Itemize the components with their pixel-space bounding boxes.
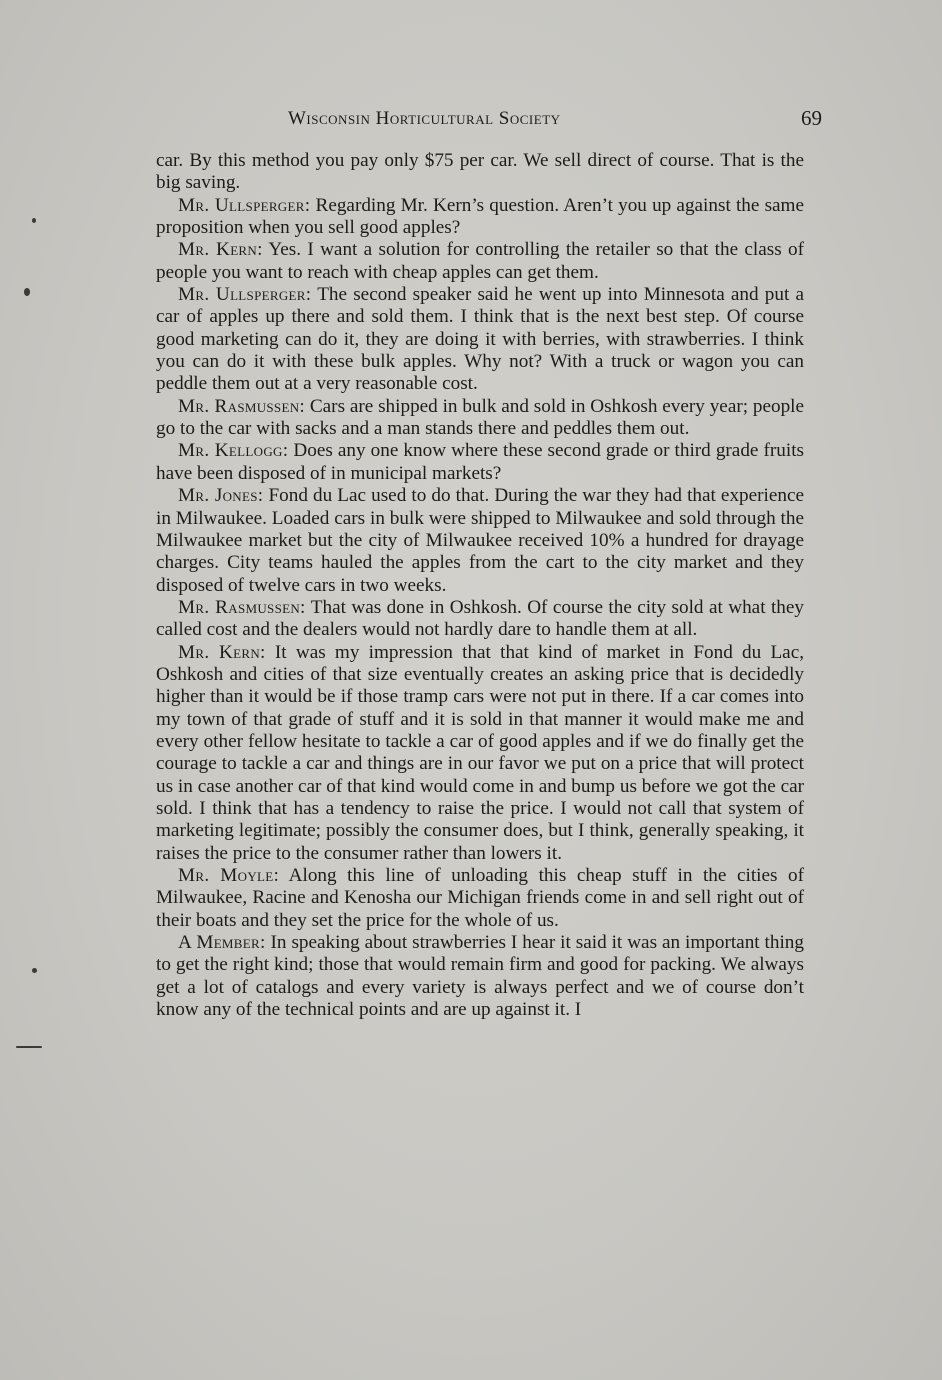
speaker-name: Mr. Kellogg: <box>178 440 289 462</box>
margin-speck <box>16 1046 42 1048</box>
speaker-name: Mr. Rasmussen: <box>178 395 306 417</box>
paragraph <box>156 597 804 642</box>
paragraph-text: Regarding Mr. Kern’s question. Aren’t you up against the same proposition when you sell good apples? <box>156 194 804 239</box>
paragraph <box>156 239 804 284</box>
margin-speck <box>32 968 37 973</box>
paragraph <box>156 150 804 195</box>
body-text <box>156 150 804 1021</box>
speaker-name: Mr. Jones: <box>178 485 264 507</box>
paragraph <box>156 485 804 597</box>
paragraph <box>156 195 804 240</box>
speaker-name: A Member: <box>178 932 266 954</box>
paragraph <box>156 865 804 932</box>
paragraph-text: car. By this method you pay only $75 per car. We sell direct of course. That is the big saving. <box>156 150 804 194</box>
page-number: 69 <box>801 106 822 130</box>
margin-speck <box>24 288 30 296</box>
paragraph-text: Does any one know where these second grade or third grade fruits have been disposed of in municipal markets? <box>156 440 804 484</box>
speaker-name: Mr. Kern: <box>178 641 266 663</box>
speaker-name: Mr. Rasmussen: <box>178 596 306 618</box>
running-title: Wisconsin Horticultural Society <box>288 108 561 129</box>
paragraph <box>156 642 804 865</box>
paragraph-text: It was my impression that that kind of market in Fond du Lac, Oshkosh and cities of that size eventually creates an asking price that is decidedly higher than it would be if those tramp cars were not put in there. If a car comes into my town of that grade of stuff and it is sold in that manner it would make me and every other fellow hesitate to tackle a car of good apples and if we do finally get the courage to tackle a car and things are in our favor we put on a price that will protect us in case another car of that kind would come in and bump us before we got the car sold. I think that has a tendency to raise the price. I would not call that system of marketing legitimate; possibly the consumer does, but I think, generally speaking, it raises the price to the consumer rather than lowers it. <box>156 641 805 864</box>
paragraph <box>156 284 804 396</box>
speaker-name: Mr. Ullsperger: <box>178 284 312 306</box>
page-header <box>150 106 830 138</box>
paragraph-text: Fond du Lac used to do that. During the war they had that experience in Milwaukee. Loaded cars in bulk were shipped to Milwaukee and sold through the Milwaukee market but the city of Milwaukee received 10% a hundred for drayage charges. City teams hauled the apples from the cart to the city market and they disposed of twelve cars in two weeks. <box>156 485 805 596</box>
paragraph <box>156 396 804 441</box>
margin-speck <box>32 218 36 223</box>
paragraph-text: In speaking about strawberries I hear it said it was an important thing to get the right kind; those that would remain firm and good for packing. We always get a lot of catalogs and every variety is always perfect and we of course don’t know any of the technical points and are up against it. I <box>156 932 804 1021</box>
paragraph-text: Cars are shipped in bulk and sold in Oshkosh every year; people go to the car with sacks and a man stands there and peddles them out. <box>156 395 805 440</box>
speaker-name: Mr. Moyle: <box>178 865 280 886</box>
paragraph-text: Along this line of unloading this cheap stuff in the cities of Milwaukee, Racine and Kenosha our Michigan friends come in and sell right out of their boats and they set the price for the whole of us. <box>156 865 804 931</box>
paragraph-text: That was done in Oshkosh. Of course the city sold at what they called cost and the dealers would not hardly dare to handle them at all. <box>156 596 805 641</box>
paragraph-text: Yes. I want a solution for controlling the retailer so that the class of people you want to reach with cheap apples can get them. <box>156 239 804 283</box>
paragraph-text: The second speaker said he went up into Minnesota and put a car of apples up there and sold them. I think that is the next best step. Of course good marketing can do it, they are doing it with berries, with strawberries. I think you can do it with these bulk apples. Why not? With a truck or wagon you can peddle them out at a very reasonable cost. <box>156 284 804 395</box>
speaker-name: Mr. Ullsperger: <box>178 194 311 216</box>
paragraph <box>156 440 804 485</box>
paragraph <box>156 932 804 1021</box>
speaker-name: Mr. Kern: <box>178 239 263 261</box>
